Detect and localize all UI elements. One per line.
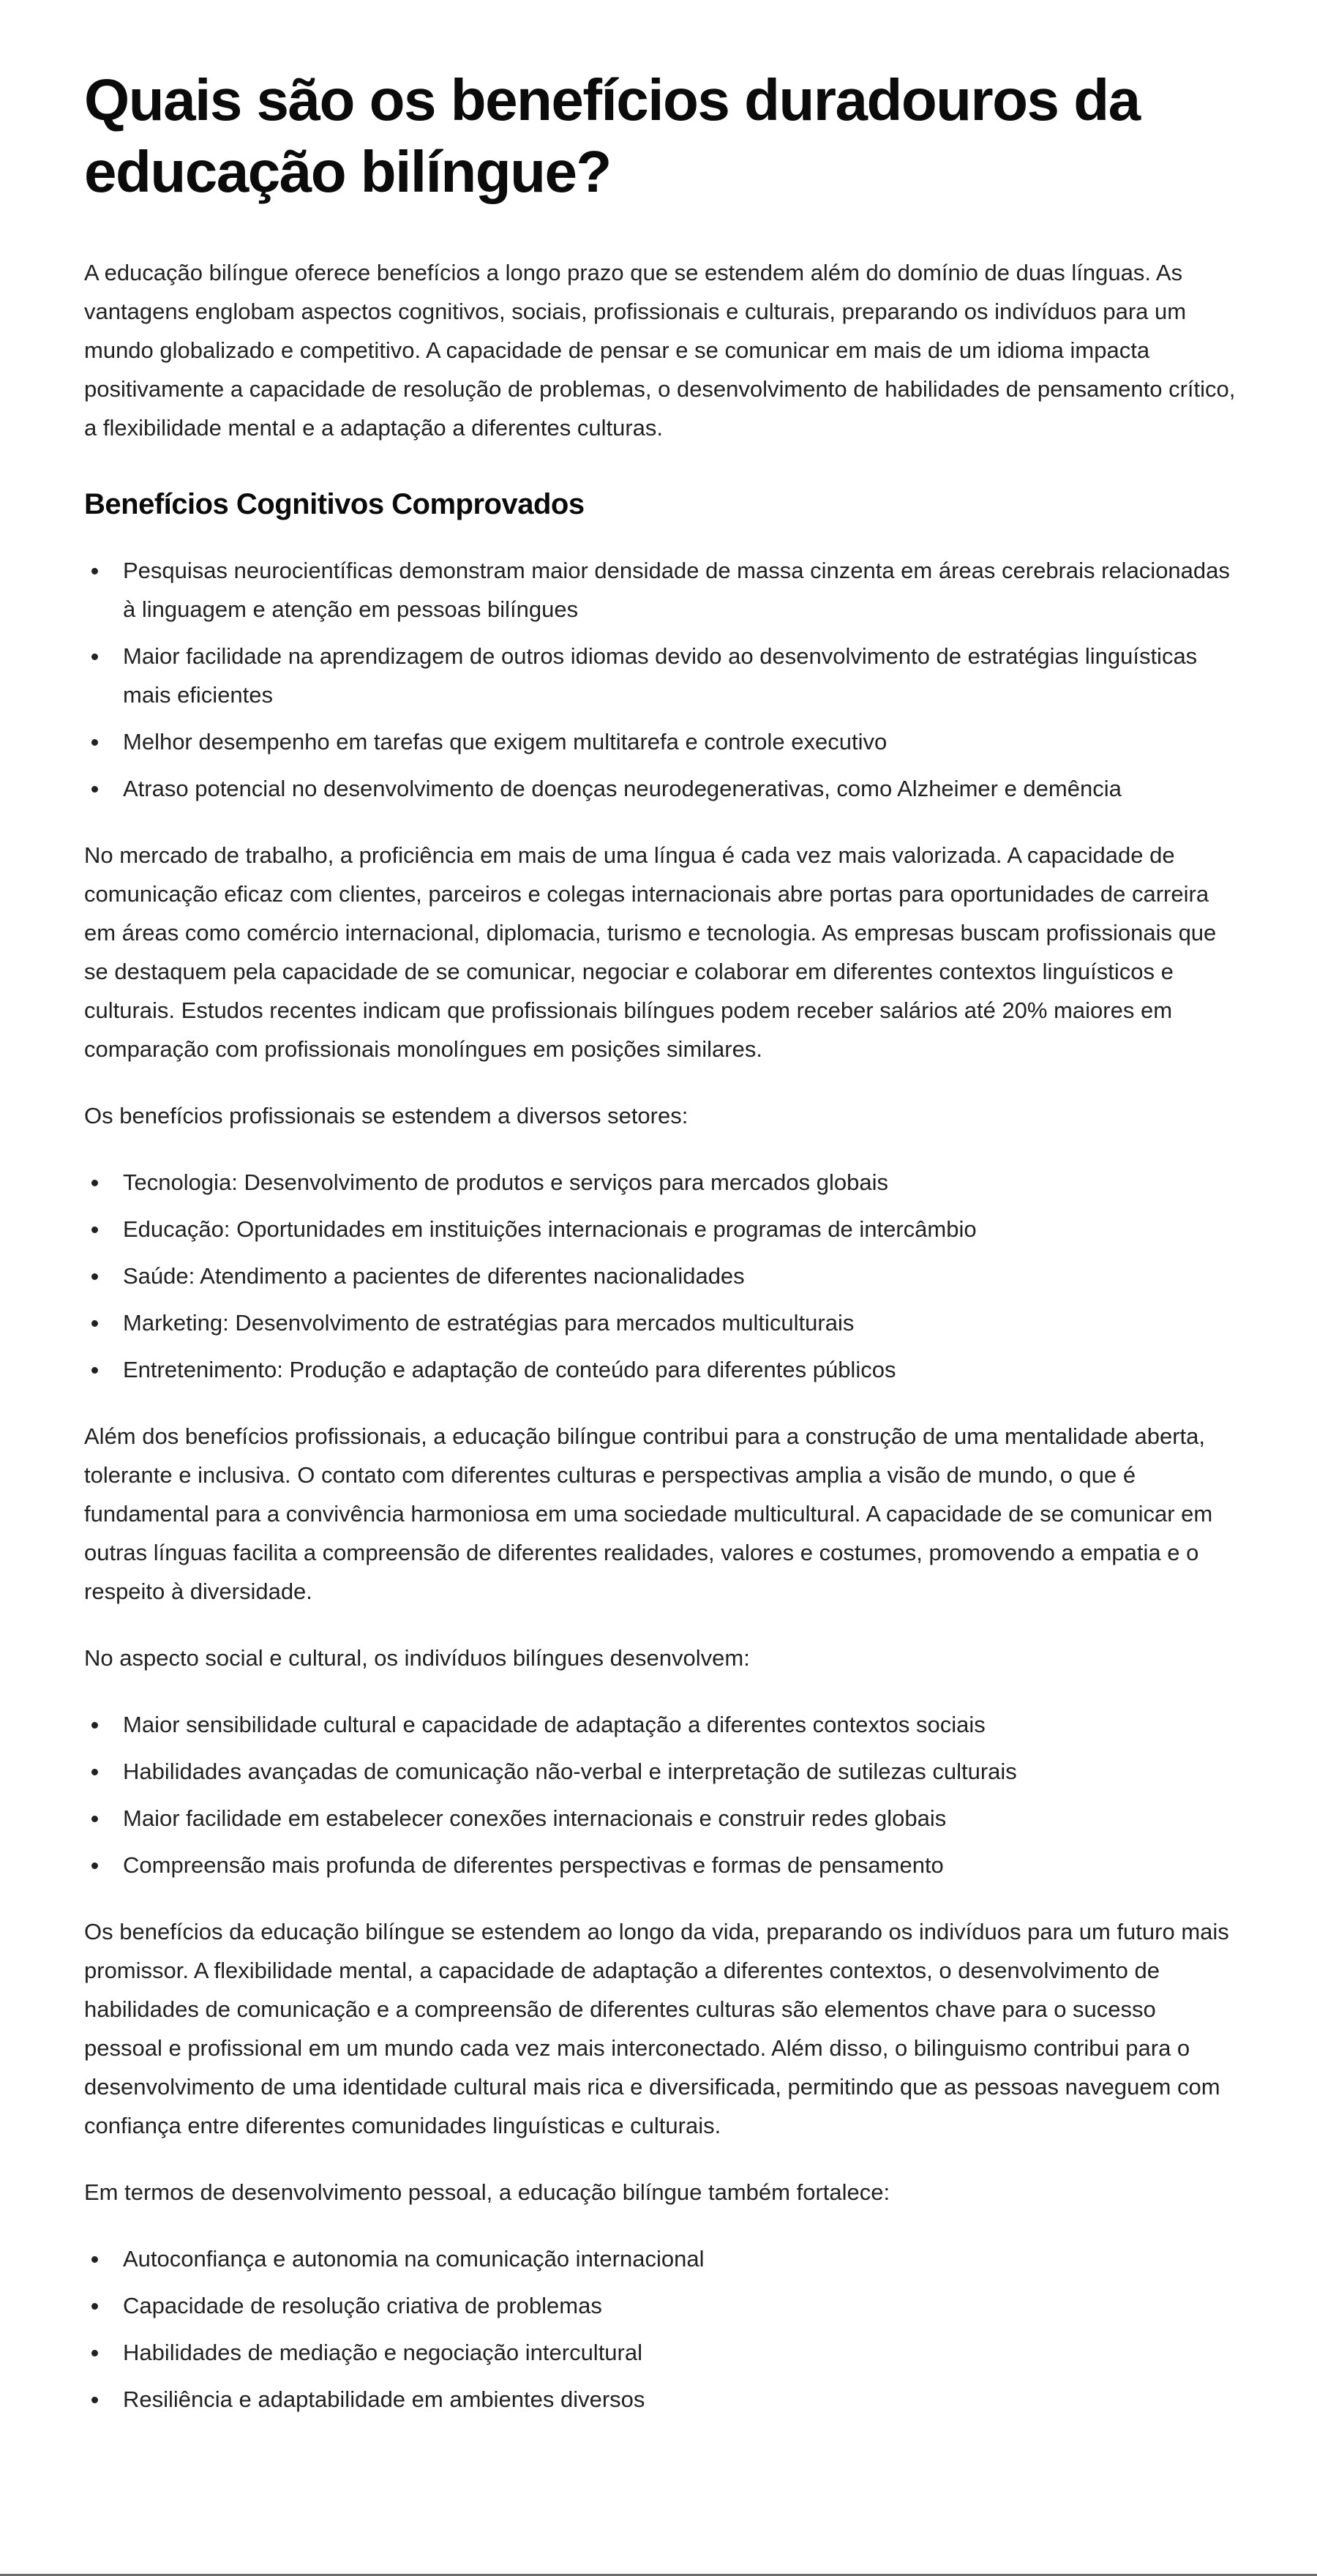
cognitive-benefits-list — [84, 551, 1240, 808]
bullet-icon — [91, 2350, 98, 2356]
social-benefits-list — [84, 1705, 1240, 1884]
bullet-icon — [91, 568, 98, 574]
professional-intro: Os benefícios profissionais se estendem a diversos setores: — [84, 1103, 688, 1128]
list-item-text: Maior facilidade em estabelecer conexões internacionais e construir redes globais — [123, 1805, 947, 1831]
bullet-icon — [91, 2256, 98, 2263]
list-item-text: Tecnologia: Desenvolvimento de produtos e serviços para mercados globais — [123, 1169, 888, 1195]
article — [84, 64, 1240, 2446]
list-item — [84, 722, 1240, 761]
bullet-icon — [91, 1816, 98, 1822]
list-item-text: Melhor desempenho em tarefas que exigem multitarefa e controle executivo — [123, 729, 888, 755]
list-item-text: Capacidade de resolução criativa de problemas — [123, 2293, 602, 2318]
bullet-icon — [91, 2303, 98, 2310]
list-item — [84, 1210, 1240, 1248]
bullet-icon — [91, 1180, 98, 1186]
bullet-icon — [91, 2397, 98, 2403]
list-item — [84, 1705, 1240, 1744]
list-item — [84, 1350, 1240, 1389]
list-item — [84, 2286, 1240, 2325]
bullet-icon — [91, 786, 98, 793]
list-item — [84, 2239, 1240, 2278]
list-item — [84, 1303, 1240, 1342]
list-item — [84, 551, 1240, 629]
cognitive-benefits-heading: Benefícios Cognitivos Comprovados — [84, 488, 585, 520]
list-item-text: Compreensão mais profunda de diferentes perspectivas e formas de pensamento — [123, 1852, 944, 1878]
personal-development-list — [84, 2239, 1240, 2419]
list-item-text: Maior facilidade na aprendizagem de outros idiomas devido ao desenvolvimento de estratégias linguísticas mais eficientes — [123, 643, 1198, 708]
list-item-text: Maior sensibilidade cultural e capacidade de adaptação a diferentes contextos sociais — [123, 1712, 986, 1737]
list-item-text: Resiliência e adaptabilidade em ambientes diversos — [123, 2386, 645, 2412]
bullet-icon — [91, 1273, 98, 1280]
list-item — [84, 1163, 1240, 1202]
personal-intro: Em termos de desenvolvimento pessoal, a educação bilíngue também fortalece: — [84, 2179, 890, 2205]
list-item-text: Atraso potencial no desenvolvimento de doenças neurodegenerativas, como Alzheimer e demência — [123, 776, 1122, 801]
list-item-text: Entretenimento: Produção e adaptação de conteúdo para diferentes públicos — [123, 1357, 896, 1382]
bullet-icon — [91, 1320, 98, 1327]
job-market-paragraph: No mercado de trabalho, a proficiência em mais de uma língua é cada vez mais valorizada. A capacidade de comunicação eficaz com clientes, parceiros e colegas internacionais abre portas para oportunidades de carreira em áreas como comércio internacional, diplomacia, turismo e tecnologia. As empresas buscam profissionais que se destaquem pela capacidade de se comunicar, negociar e colaborar em diferentes contextos linguísticos e culturais. Estudos recentes indicam que profissionais bilíngues podem receber salários até 20% maiores em comparação com profissionais monolíngues em posições similares. — [84, 842, 1217, 1062]
mindset-paragraph: Além dos benefícios profissionais, a educação bilíngue contribui para a construção de uma mentalidade aberta, tolerante e inclusiva. O contato com diferentes culturas e perspectivas amplia a visão de mundo, o que é fundamental para a convivência harmoniosa em uma sociedade multicultural. A capacidade de se comunicar em outras línguas facilita a compreensão de diferentes realidades, valores e costumes, promovendo a empatia e o respeito à diversidade. — [84, 1423, 1213, 1604]
list-item — [84, 2333, 1240, 2372]
list-item-text: Habilidades avançadas de comunicação não-verbal e interpretação de sutilezas culturais — [123, 1759, 1017, 1784]
bullet-icon — [91, 1367, 98, 1374]
list-item-text: Marketing: Desenvolvimento de estratégias para mercados multiculturais — [123, 1310, 855, 1336]
list-item-text: Pesquisas neurocientíficas demonstram maior densidade de massa cinzenta em áreas cerebrais relacionadas à linguagem e atenção em pessoas bilíngues — [123, 558, 1230, 622]
list-item — [84, 637, 1240, 714]
list-item-text: Educação: Oportunidades em instituições internacionais e programas de intercâmbio — [123, 1216, 977, 1242]
bullet-icon — [91, 739, 98, 746]
list-item — [84, 769, 1240, 808]
bullet-icon — [91, 1227, 98, 1233]
intro-paragraph: A educação bilíngue oferece benefícios a longo prazo que se estendem além do domínio de duas línguas. As vantagens englobam aspectos cognitivos, sociais, profissionais e culturais, preparando os indivíduos para um mundo globalizado e competitivo. A capacidade de pensar e se comunicar em mais de um idioma impacta positivamente a capacidade de resolução de problemas, o desenvolvimento de habilidades de pensamento crítico, a flexibilidade mental e a adaptação a diferentes culturas. — [84, 260, 1236, 441]
list-item-text: Habilidades de mediação e negociação intercultural — [123, 2340, 643, 2365]
list-item — [84, 1799, 1240, 1838]
professional-sectors-list — [84, 1163, 1240, 1389]
bullet-icon — [91, 1769, 98, 1775]
social-intro: No aspecto social e cultural, os indivíduos bilíngues desenvolvem: — [84, 1645, 750, 1671]
page-title: Quais são os benefícios duradouros da educação bilíngue? — [84, 67, 1140, 204]
lifelong-paragraph: Os benefícios da educação bilíngue se estendem ao longo da vida, preparando os indivíduos para um futuro mais promissor. A flexibilidade mental, a capacidade de adaptação a diferentes contextos, o desenvolvimento de habilidades de comunicação e a compreensão de diferentes culturas são elementos chave para o sucesso pessoal e profissional em um mundo cada vez mais interconectado. Além disso, o bilinguismo contribui para o desenvolvimento de uma identidade cultural mais rica e diversificada, permitindo que as pessoas naveguem com confiança entre diferentes comunidades linguísticas e culturais. — [84, 1919, 1229, 2138]
bullet-icon — [91, 1862, 98, 1869]
list-item — [84, 1257, 1240, 1295]
list-item — [84, 1752, 1240, 1791]
list-item — [84, 1846, 1240, 1884]
list-item — [84, 2380, 1240, 2419]
list-item-text: Saúde: Atendimento a pacientes de diferentes nacionalidades — [123, 1263, 745, 1289]
list-item-text: Autoconfiança e autonomia na comunicação internacional — [123, 2246, 705, 2272]
bullet-icon — [91, 1722, 98, 1729]
bullet-icon — [91, 654, 98, 660]
